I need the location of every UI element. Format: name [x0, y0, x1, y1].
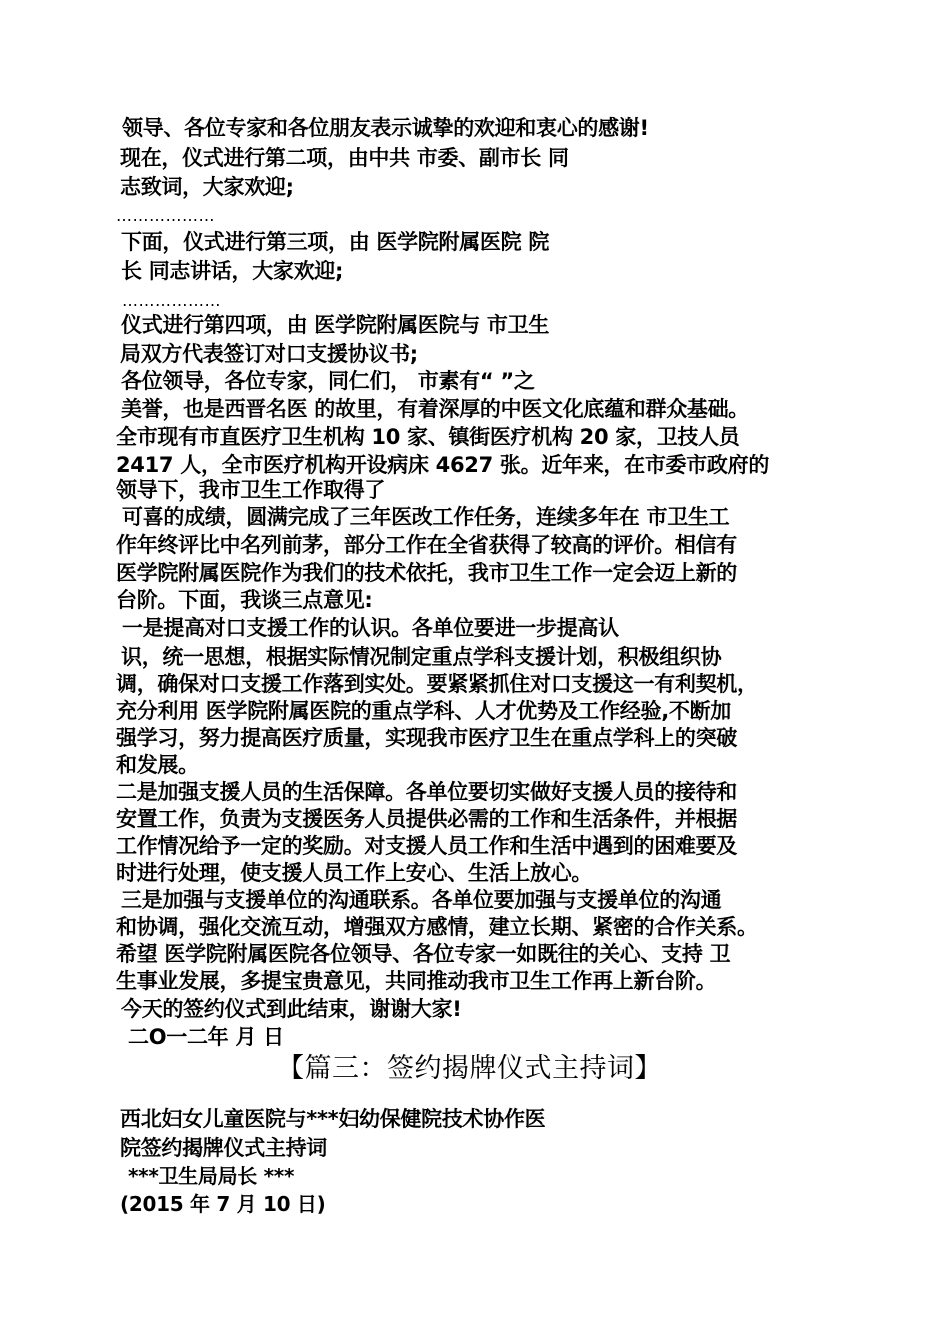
text-line: 希望 医学院附属医院各位领导、各位专家一如既往的关心、支持 卫 [116, 942, 731, 966]
date-line: (2015 年 7 月 10 日) [120, 1192, 326, 1216]
text-line: 仪式进行第四项，由 医学院附属医院与 市卫生 [121, 313, 550, 337]
text-line: 志致词，大家欢迎; [120, 175, 294, 199]
text-line: 医学院附属医院作为我们的技术依托，我市卫生工作一定会迈上新的 [116, 561, 737, 585]
text-line: 工作情况给予一定的奖励。对支援人员工作和生活中遇到的困难要及 [116, 834, 737, 858]
author-line: ***卫生局局长 *** [128, 1164, 295, 1188]
section-title-line: 院签约揭牌仪式主持词 [120, 1136, 327, 1160]
text-line: 二是加强支援人员的生活保障。各单位要切实做好支援人员的接待和 [116, 780, 737, 804]
text-line: 和协调，强化交流互动，增强双方感情，建立长期、紧密的合作关系。 [116, 915, 758, 939]
ellipsis-line: ……………… [116, 206, 215, 225]
text-line: 领导、各位专家和各位朋友表示诚挚的欢迎和衷心的感谢! [122, 116, 649, 140]
ellipsis-line: ……………… [122, 291, 221, 310]
text-line: 时进行处理，使支援人员工作上安心、生活上放心。 [116, 861, 593, 885]
text-line: 识，统一思想，根据实际情况制定重点学科支援计划，积极组织协 [121, 645, 722, 669]
text-line: 调，确保对口支援工作落到实处。要紧紧抓住对口支援这一有利契机， [116, 672, 758, 696]
text-line: 作年终评比中名列前茅，部分工作在全省获得了较高的评价。相信有 [116, 533, 737, 557]
text-line: 台阶。下面，我谈三点意见: [116, 588, 373, 612]
text-line: 今天的签约仪式到此结束，谢谢大家! [121, 997, 462, 1021]
text-line: 下面，仪式进行第三项，由 医学院附属医院 院 [121, 230, 550, 254]
text-line: 充分利用 医学院附属医院的重点学科、人才优势及工作经验,不断加 [116, 699, 731, 723]
text-line: 三是加强与支援单位的沟通联系。各单位要加强与支援单位的沟通 [121, 888, 722, 912]
text-line: 生事业发展，多提宝贵意见，共同推动我市卫生工作再上新台阶。 [116, 969, 717, 993]
text-line: 长 同志讲话，大家欢迎; [121, 259, 344, 283]
text-line: 可喜的成绩，圆满完成了三年医改工作任务，连续多年在 市卫生工 [122, 505, 730, 529]
text-line: 各位领导，各位专家，同仁们， 市素有“ ”之 [121, 369, 535, 393]
text-line: 2417 人，全市医疗机构开设病床 4627 张。近年来，在市委市政府的 [116, 453, 770, 477]
text-line: 领导下，我市卫生工作取得了 [116, 478, 386, 502]
text-line: 全市现有市直医疗卫生机构 10 家、镇街医疗机构 20 家，卫技人员 [116, 425, 740, 449]
text-line: 一是提高对口支援工作的认识。各单位要进一步提高认 [122, 616, 619, 640]
text-line: 和发展。 [116, 753, 199, 777]
date-line: 二O一二年 月 日 [128, 1025, 284, 1049]
text-line: 安置工作，负责为支援医务人员提供必需的工作和生活条件，并根据 [116, 807, 737, 831]
text-line: 强学习，努力提高医疗质量，实现我市医疗卫生在重点学科上的突破 [116, 726, 737, 750]
text-line: 现在，仪式进行第二项，由中共 市委、副市长 同 [120, 146, 569, 170]
section-heading: 【篇三：签约揭牌仪式主持词】 [277, 1053, 662, 1084]
text-line: 美誉，也是西晋名医 的故里，有着深厚的中医文化底蕴和群众基础。 [121, 397, 750, 421]
section-title-line: 西北妇女儿童医院与***妇幼保健院技术协作医 [120, 1107, 546, 1131]
text-line: 局双方代表签订对口支援协议书; [120, 342, 418, 366]
